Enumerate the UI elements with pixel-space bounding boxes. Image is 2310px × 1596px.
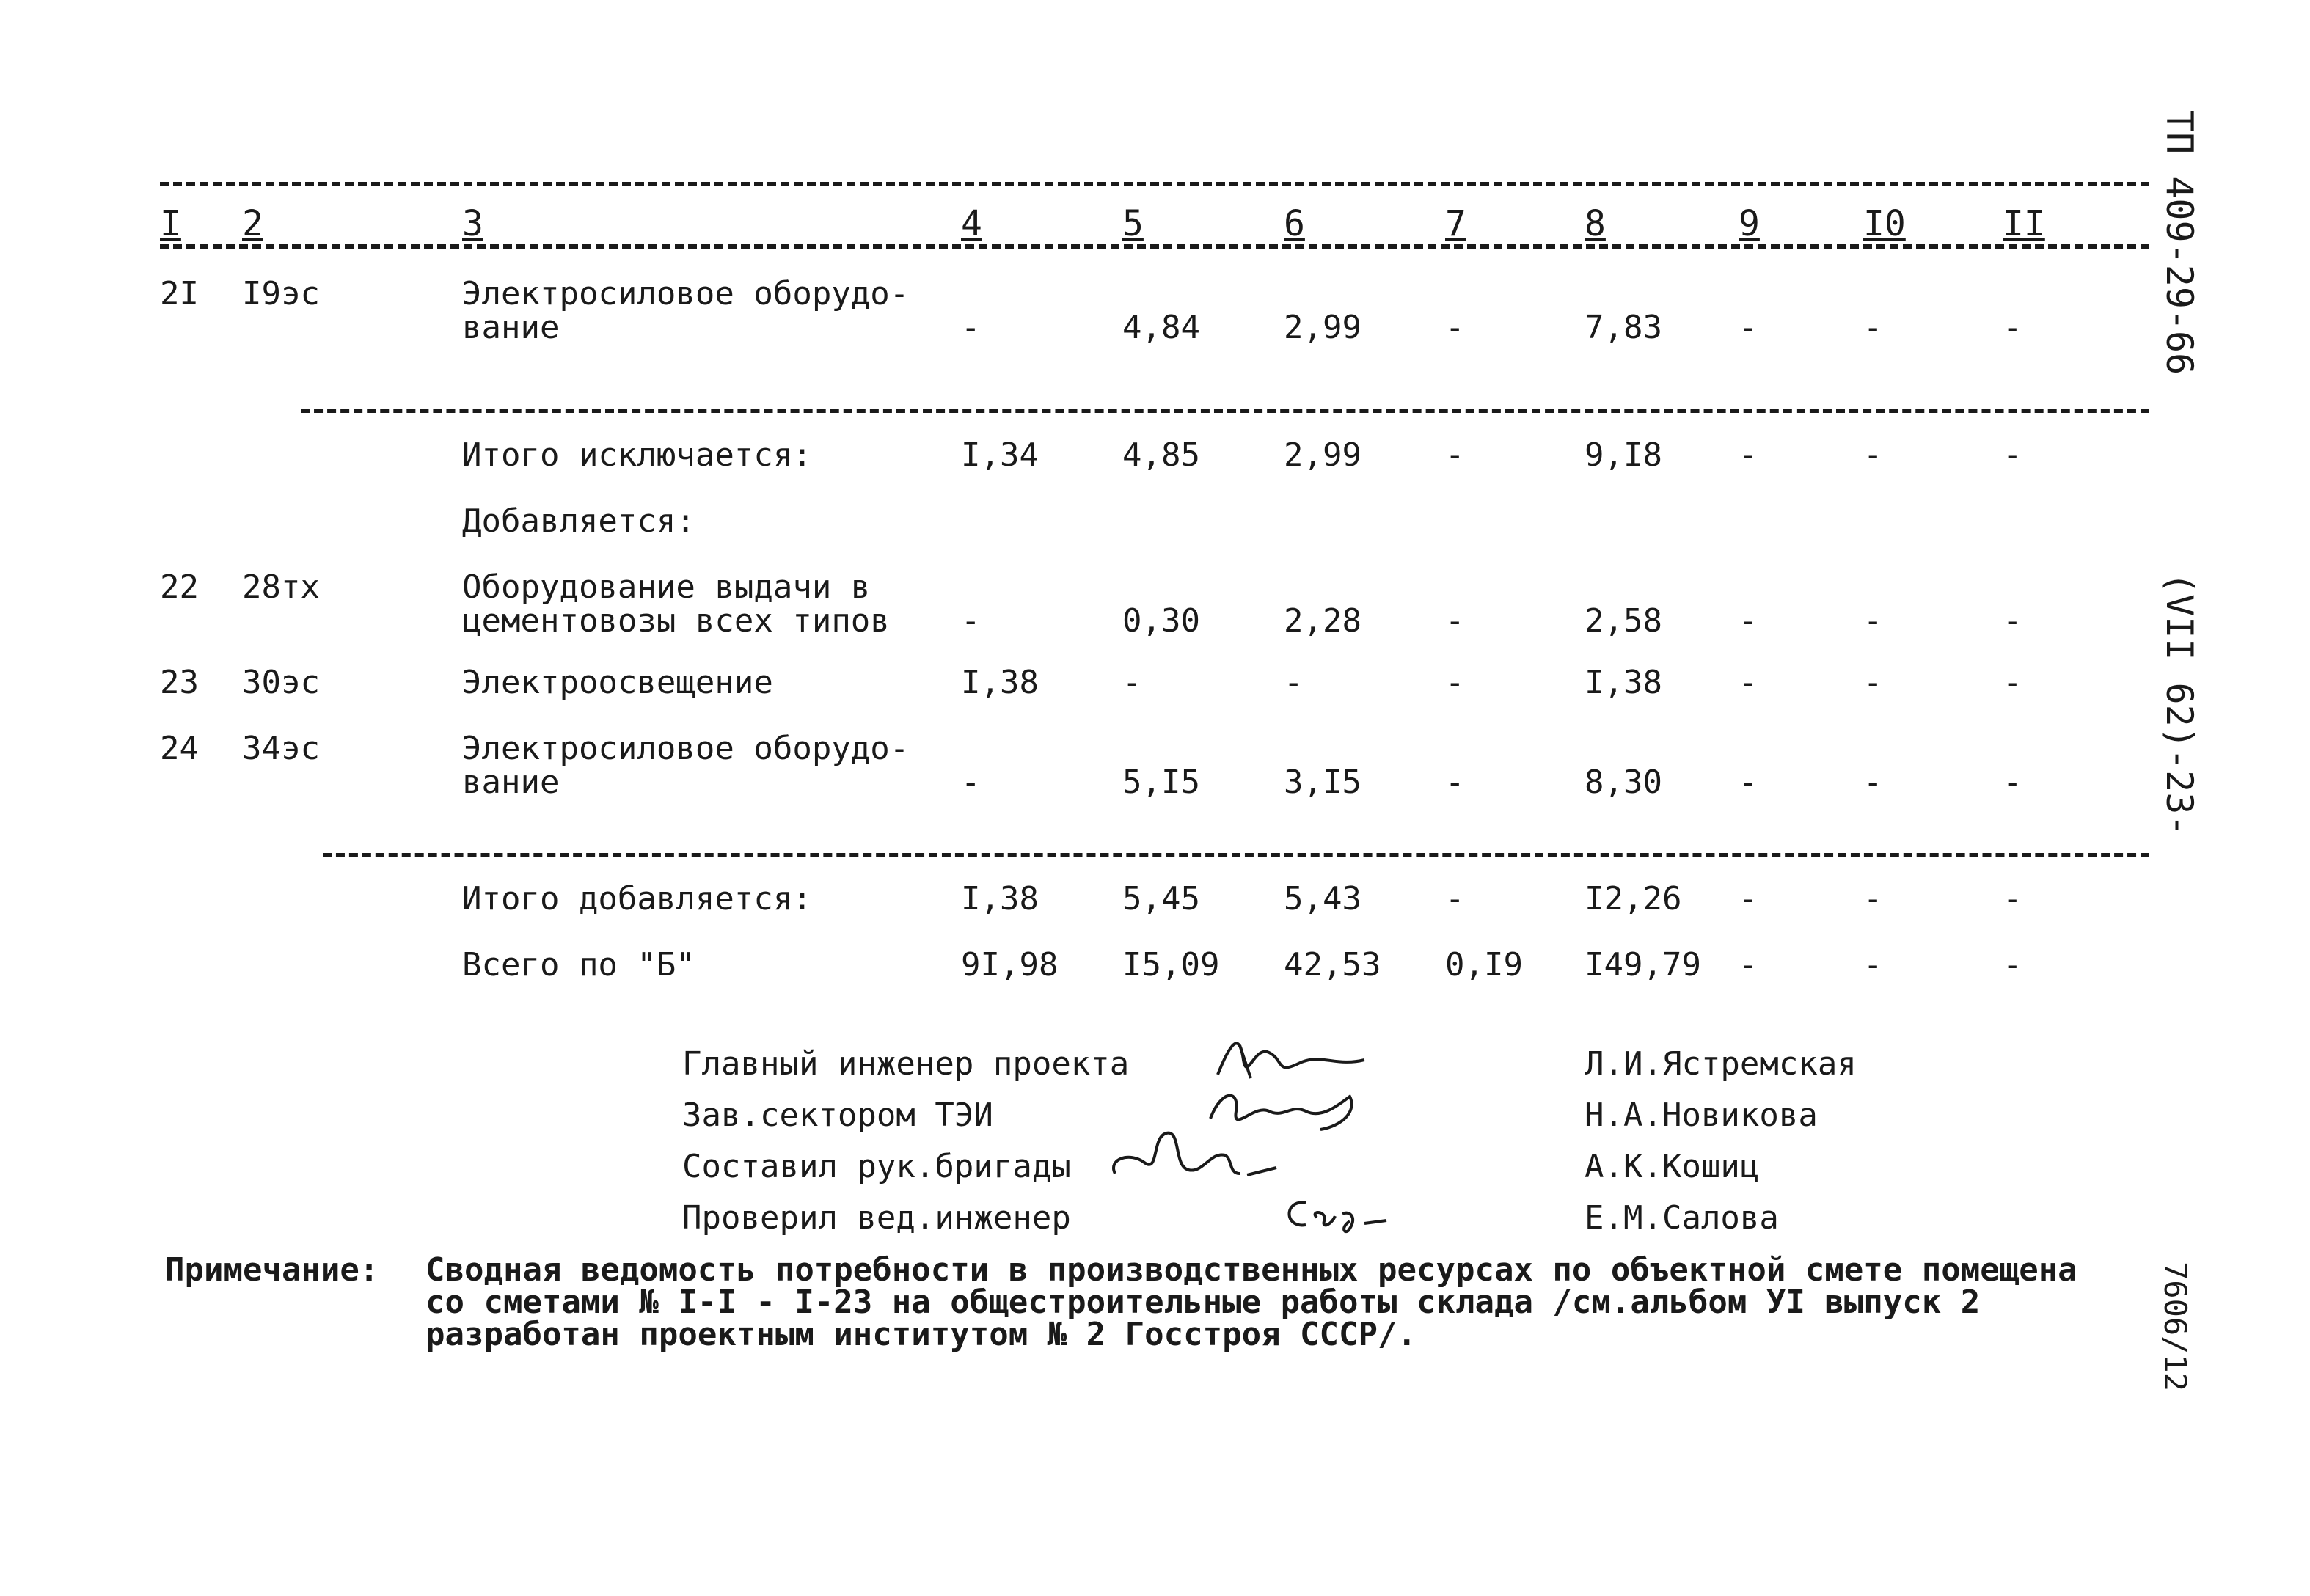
row-value: 5,43 [1284, 880, 1361, 918]
row-value: - [2003, 602, 2022, 640]
row-value: I2,26 [1585, 880, 1682, 918]
row-value: - [1122, 664, 1142, 701]
row-value: 8,30 [1585, 764, 1662, 801]
row-value: 9,I8 [1585, 436, 1662, 474]
row-value: 2,28 [1284, 602, 1361, 640]
row-value: 42,53 [1284, 946, 1381, 984]
row-value: - [1445, 309, 1465, 346]
row-code: 34эс [242, 730, 320, 767]
row-value: - [2003, 946, 2022, 984]
row-name: Электроосвещение [462, 664, 773, 701]
signature-lead-engineer [1276, 1188, 1401, 1240]
row-value: - [1445, 436, 1465, 474]
row-value: - [961, 602, 981, 640]
row-value: - [1863, 946, 1883, 984]
row-value: - [961, 764, 981, 801]
row-number: 22 [160, 568, 199, 606]
column-header: I0 [1863, 203, 1906, 244]
row-value: - [1739, 436, 1758, 474]
row-value: - [1739, 664, 1758, 701]
row-value: - [1445, 880, 1465, 918]
row-value: - [1863, 880, 1883, 918]
row-value: - [1739, 880, 1758, 918]
row-value: 5,I5 [1122, 764, 1200, 801]
row-code: 28тх [242, 568, 320, 606]
row-value: - [1445, 602, 1465, 640]
signature-name: Л.И.Ястремская [1585, 1045, 1857, 1083]
column-header: 8 [1585, 203, 1606, 244]
signature-role: Главный инженер проекта [682, 1045, 1130, 1083]
row-name: цементовозы всех типов [462, 602, 890, 640]
note-line-3: разработан проектным институтом № 2 Госстроя СССР/. [425, 1316, 1417, 1353]
row-value: - [1863, 664, 1883, 701]
table-top-rule [160, 182, 2149, 186]
header-underline-rule [160, 244, 2149, 249]
row-name: Итого добавляется: [462, 880, 812, 918]
row-value: - [1739, 602, 1758, 640]
row-name: Итого исключается: [462, 436, 812, 474]
row-value: I5,09 [1122, 946, 1220, 984]
row-name: вание [462, 764, 560, 801]
row-name: Электросиловое оборудо- [462, 275, 910, 312]
column-header: 6 [1284, 203, 1305, 244]
row-value: - [2003, 436, 2022, 474]
row-value: 4,84 [1122, 309, 1200, 346]
row-value: - [1284, 664, 1304, 701]
row-name: Оборудование выдачи в [462, 568, 871, 606]
row-value: 4,85 [1122, 436, 1200, 474]
row-value: 9I,98 [961, 946, 1059, 984]
row-value: 2,58 [1585, 602, 1662, 640]
column-header: I [160, 203, 181, 244]
row-value: - [1863, 764, 1883, 801]
row-value: - [2003, 664, 2022, 701]
signature-name: Е.М.Салова [1585, 1199, 1779, 1237]
note-line-2: со сметами № I-I - I-23 на общестроительные работы склада /см.альбом УI выпуск 2 [425, 1284, 1981, 1321]
row-value: 2,99 [1284, 436, 1361, 474]
signature-role: Составил рук.бригады [682, 1148, 1071, 1185]
row-value: I,34 [961, 436, 1039, 474]
row-value: 2,99 [1284, 309, 1361, 346]
row-value: - [1739, 309, 1758, 346]
signature-role: Проверил вед.инженер [682, 1199, 1071, 1237]
row-value: I49,79 [1585, 946, 1701, 984]
note-line-1: Сводная ведомость потребности в производственных ресурсах по объектной смете помещена [425, 1251, 2077, 1289]
row-value: I,38 [1585, 664, 1662, 701]
signature-name: А.К.Кошиц [1585, 1148, 1760, 1185]
row-value: - [1445, 664, 1465, 701]
row-code: 30эс [242, 664, 320, 701]
row-name: Всего по "Б" [462, 946, 695, 984]
row-value: - [2003, 309, 2022, 346]
row-value: - [2003, 880, 2022, 918]
row-value: I,38 [961, 880, 1039, 918]
row-value: - [1739, 946, 1758, 984]
subtotal-rule-1 [301, 409, 2149, 413]
signature-name: Н.А.Новикова [1585, 1097, 1818, 1134]
row-name: Электросиловое оборудо- [462, 730, 910, 767]
column-header: 7 [1445, 203, 1466, 244]
side-label-album: (VII 62) [2158, 572, 2201, 749]
row-value: - [1863, 436, 1883, 474]
side-label-sheet: 7606/12 [2157, 1262, 2193, 1392]
row-code: I9эс [242, 275, 320, 312]
row-value: 0,30 [1122, 602, 1200, 640]
column-header: 9 [1739, 203, 1760, 244]
row-value: - [1445, 764, 1465, 801]
subtotal-rule-2 [323, 853, 2149, 857]
row-value: I,38 [961, 664, 1039, 701]
row-number: 24 [160, 730, 199, 767]
row-value: - [961, 309, 981, 346]
column-header: 4 [961, 203, 982, 244]
row-value: 5,45 [1122, 880, 1200, 918]
row-value: 3,I5 [1284, 764, 1361, 801]
row-value: - [1739, 764, 1758, 801]
side-label-code: ТП 409-29-66 [2158, 110, 2201, 376]
row-value: 0,I9 [1445, 946, 1523, 984]
signature-brigade-head [1100, 1122, 1291, 1188]
column-header: II [2003, 203, 2045, 244]
signature-role: Зав.сектором ТЭИ [682, 1097, 993, 1134]
row-value: 7,83 [1585, 309, 1662, 346]
row-value: - [1863, 602, 1883, 640]
signature-chief-engineer [1210, 1031, 1379, 1089]
row-name: Добавляется: [462, 502, 695, 540]
note-label: Примечание: [165, 1251, 379, 1289]
column-header: 3 [462, 203, 483, 244]
row-name: вание [462, 309, 560, 346]
row-value: - [1863, 309, 1883, 346]
column-header: 2 [242, 203, 263, 244]
row-value: - [2003, 764, 2022, 801]
column-header: 5 [1122, 203, 1144, 244]
side-label-page: -23- [2158, 748, 2201, 837]
row-number: 23 [160, 664, 199, 701]
row-number: 2I [160, 275, 199, 312]
